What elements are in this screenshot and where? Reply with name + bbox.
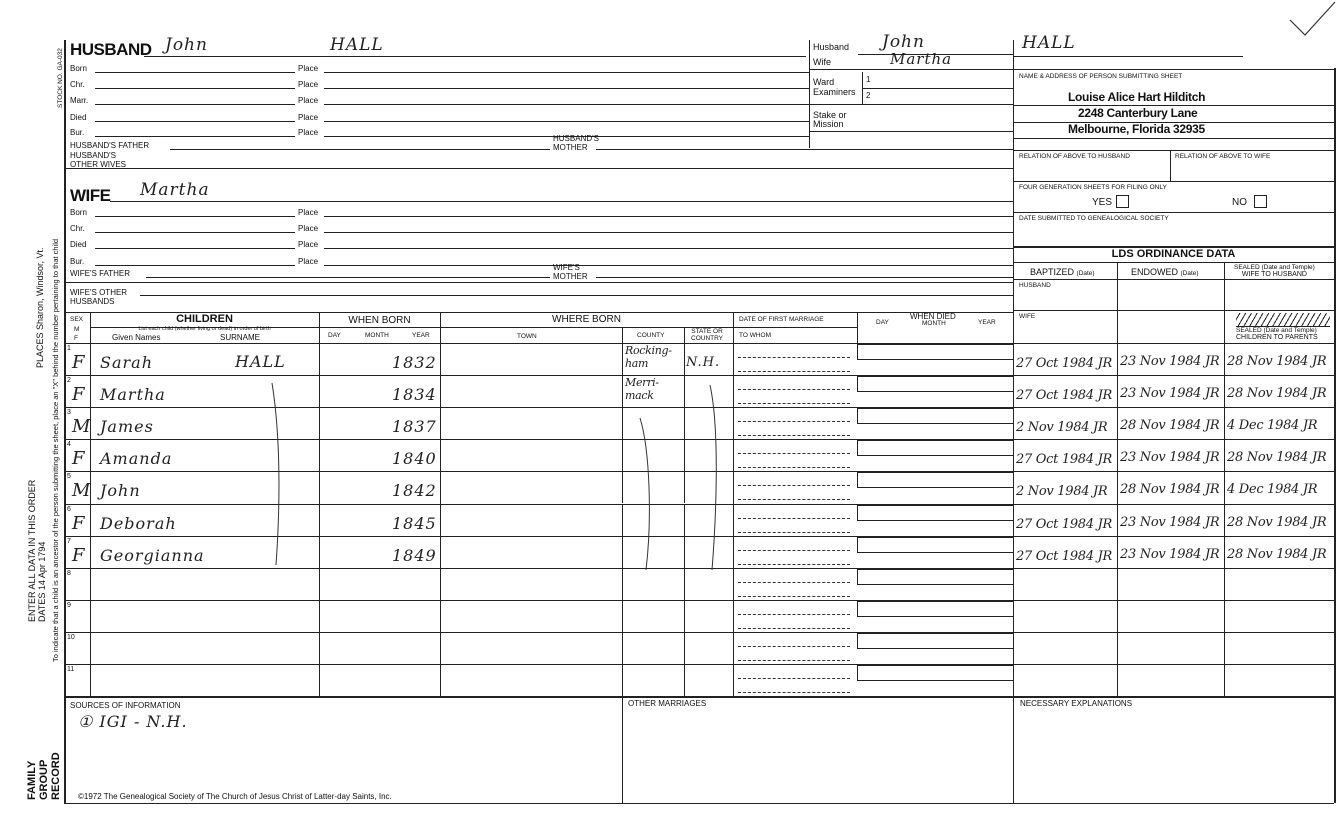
child-sex: F <box>72 513 86 534</box>
child-given-name: Sarah <box>100 353 153 372</box>
child-endowed: 28 Nov 1984 JR <box>1120 482 1220 497</box>
child-sex: M <box>72 480 92 501</box>
husband-surname: HALL <box>330 35 384 55</box>
child-birth-year: 1845 <box>392 514 437 533</box>
child-endowed: 28 Nov 1984 JR <box>1120 418 1220 433</box>
list-note: List each child (whether living or dead) in order of birth <box>138 326 271 332</box>
child-county: Rocking-ham <box>625 344 672 370</box>
panel-husband-given: John <box>882 32 925 52</box>
husband-field-label: Died <box>70 113 87 122</box>
copyright: ©1972 The Genealogical Society of The Church of Jesus Christ of Latter-day Saints, Inc. <box>78 792 392 801</box>
wife-field-label: Died <box>70 240 87 249</box>
child-sealed: 28 Nov 1984 JR <box>1227 547 1327 562</box>
date-submitted-label: DATE SUBMITTED TO GENEALOGICAL SOCIETY <box>1019 215 1169 222</box>
wife-mother-label: WIFE'S MOTHER <box>553 263 588 281</box>
child-endowed: 23 Nov 1984 JR <box>1120 547 1220 562</box>
husband-given-name: John <box>165 35 208 55</box>
sources-value: ① IGI - N.H. <box>78 712 188 731</box>
child-birth-year: 1842 <box>392 481 437 500</box>
child-baptized: 27 Oct 1984 JR <box>1016 356 1112 371</box>
child-sealed: 28 Nov 1984 JR <box>1227 354 1327 369</box>
wife-place-label: Place <box>298 208 319 217</box>
child-endowed: 23 Nov 1984 JR <box>1120 450 1220 465</box>
submitter-name: Louise Alice Hart Hilditch <box>1068 90 1206 104</box>
husband-place-label: Place <box>298 64 319 73</box>
panel-wife-label: Wife <box>813 57 831 67</box>
child-sex: F <box>72 352 86 373</box>
child-birth-year: 1837 <box>392 417 437 436</box>
dates-note: DATES 14 Apr 1794 <box>37 541 47 622</box>
husband-place-label: Place <box>298 128 319 137</box>
husband-field-label: Born <box>70 64 87 73</box>
submitter-label: NAME & ADDRESS OF PERSON SUBMITTING SHEET <box>1019 73 1183 80</box>
child-baptized: 27 Oct 1984 JR <box>1016 549 1112 564</box>
child-sex: M <box>72 416 92 437</box>
child-sealed: 28 Nov 1984 JR <box>1227 386 1327 401</box>
husband-field-label: Bur. <box>70 128 85 137</box>
child-birth-year: 1840 <box>392 449 437 468</box>
four-gen-label: FOUR GENERATION SHEETS FOR FILING ONLY <box>1019 184 1167 191</box>
panel-wife-name: Martha <box>890 50 953 68</box>
sources-label: SOURCES OF INFORMATION <box>70 701 181 710</box>
child-birth-year: 1834 <box>392 385 437 404</box>
examiners-label: Examiners <box>813 87 856 97</box>
child-sex: F <box>72 384 86 405</box>
child-sex: F <box>72 448 86 469</box>
child-birth-year: 1849 <box>392 546 437 565</box>
form-title: FAMILY GROUP RECORD <box>26 752 62 800</box>
child-baptized: 2 Nov 1984 JR <box>1016 484 1108 499</box>
panel-husband-label: Husband <box>813 42 850 52</box>
surname-header: SURNAME <box>220 333 261 342</box>
child-sealed: 28 Nov 1984 JR <box>1227 450 1327 465</box>
wife-heading: WIFE <box>70 186 111 205</box>
child-number: 10 <box>67 634 75 641</box>
child-endowed: 23 Nov 1984 JR <box>1120 515 1220 530</box>
submitter-street: 2248 Canterbury Lane <box>1078 106 1198 120</box>
child-given-name: Deborah <box>100 514 177 533</box>
wife-other-husbands-label: WIFE'S OTHER HUSBANDS <box>70 288 128 306</box>
child-baptized: 2 Nov 1984 JR <box>1016 420 1108 435</box>
child-county: Merri-mack <box>625 376 659 402</box>
husband-field-label: Chr. <box>70 80 85 89</box>
child-given-name: Amanda <box>100 449 173 468</box>
child-number: 7 <box>67 538 71 545</box>
given-names-header: Given Names <box>112 333 161 342</box>
sealed-wife-header: SEALED (Date and Temple) WIFE TO HUSBAND <box>1234 264 1315 278</box>
child-baptized: 27 Oct 1984 JR <box>1016 517 1112 532</box>
endowed-header: ENDOWED (Date) <box>1131 267 1199 277</box>
child-endowed: 23 Nov 1984 JR <box>1120 354 1220 369</box>
wife-field-label: Chr. <box>70 224 85 233</box>
husband-place-label: Place <box>298 113 319 122</box>
child-birth-year: 1832 <box>392 353 437 372</box>
relation-wife-label: RELATION OF ABOVE TO WIFE <box>1175 153 1271 160</box>
child-baptized: 27 Oct 1984 JR <box>1016 388 1112 403</box>
wife-place-label: Place <box>298 240 319 249</box>
child-given-name: Georgianna <box>100 546 205 565</box>
when-died-header: WHEN DIED <box>910 312 956 321</box>
child-number: 8 <box>67 570 71 577</box>
husband-father-label: HUSBAND'S FATHER <box>70 141 150 150</box>
child-number: 6 <box>67 506 71 513</box>
first-marriage-header: DATE OF FIRST MARRIAGE <box>739 316 824 323</box>
panel-husband-surname: HALL <box>1022 33 1076 53</box>
husband-place-label: Place <box>298 96 319 105</box>
child-baptized: 27 Oct 1984 JR <box>1016 452 1112 467</box>
wife-place-label: Place <box>298 224 319 233</box>
child-sealed: 4 Dec 1984 JR <box>1227 418 1318 433</box>
wife-given-name: Martha <box>140 180 210 200</box>
child-sealed: 4 Dec 1984 JR <box>1227 482 1318 497</box>
child-surname: HALL <box>235 352 286 371</box>
child-sex: F <box>72 545 86 566</box>
husband-place-label: Place <box>298 80 319 89</box>
sex-header: SEX <box>70 316 84 323</box>
child-number: 5 <box>67 473 71 480</box>
stake-mission-label: Stake or Mission <box>813 110 847 129</box>
lds-title: LDS ORDINANCE DATA <box>1111 248 1236 260</box>
sealed-children-header: SEALED (Date and Temple) CHILDREN TO PARENTS <box>1236 327 1318 341</box>
child-given-name: Martha <box>100 385 166 404</box>
child-sealed: 28 Nov 1984 JR <box>1227 515 1327 530</box>
husband-heading: HUSBAND <box>70 40 152 59</box>
baptized-header: BAPTIZED (Date) <box>1030 267 1095 277</box>
submitter-city: Melbourne, Florida 32935 <box>1068 122 1205 136</box>
ancestor-instruction: To indicate that a child is an ancestor of the person submitting the sheet, place an "X" behind the number pertaining to that child <box>51 238 60 662</box>
wife-field-label: Born <box>70 208 87 217</box>
child-number: 4 <box>67 441 71 448</box>
child-number: 11 <box>67 666 75 673</box>
wife-field-label: Bur. <box>70 257 85 266</box>
child-number: 1 <box>67 345 71 352</box>
child-number: 2 <box>67 377 71 384</box>
enter-data-note: ENTER ALL DATA IN THIS ORDER <box>27 479 37 622</box>
ward-label: Ward <box>813 77 835 87</box>
child-given-name: James <box>100 417 154 436</box>
other-marriages-label: OTHER MARRIAGES <box>628 699 707 708</box>
husband-field-label: Marr. <box>70 96 89 105</box>
child-state: N.H. <box>686 355 721 370</box>
child-given-name: John <box>100 481 141 500</box>
child-endowed: 23 Nov 1984 JR <box>1120 386 1220 401</box>
child-number: 3 <box>67 409 71 416</box>
lds-wife-row: WIFE <box>1019 313 1036 320</box>
stock-number: STOCK NO. GA-032 <box>57 48 64 108</box>
where-born-header: WHERE BORN <box>552 314 621 325</box>
husband-mother-label: HUSBAND'S MOTHER <box>553 134 599 152</box>
wife-father-label: WIFE'S FATHER <box>70 269 131 278</box>
children-header: CHILDREN <box>176 313 233 325</box>
when-born-header: WHEN BORN <box>348 315 411 326</box>
lds-husband-row: HUSBAND <box>1019 282 1051 289</box>
husband-other-wives-label: HUSBAND'S OTHER WIVES <box>70 151 127 169</box>
explanations-label: NECESSARY EXPLANATIONS <box>1020 699 1133 708</box>
child-number: 9 <box>67 602 71 609</box>
relation-husband-label: RELATION OF ABOVE TO HUSBAND <box>1019 153 1130 160</box>
wife-place-label: Place <box>298 257 319 266</box>
places-note: PLACES Sharon, Windsor, Vt. <box>35 247 45 368</box>
